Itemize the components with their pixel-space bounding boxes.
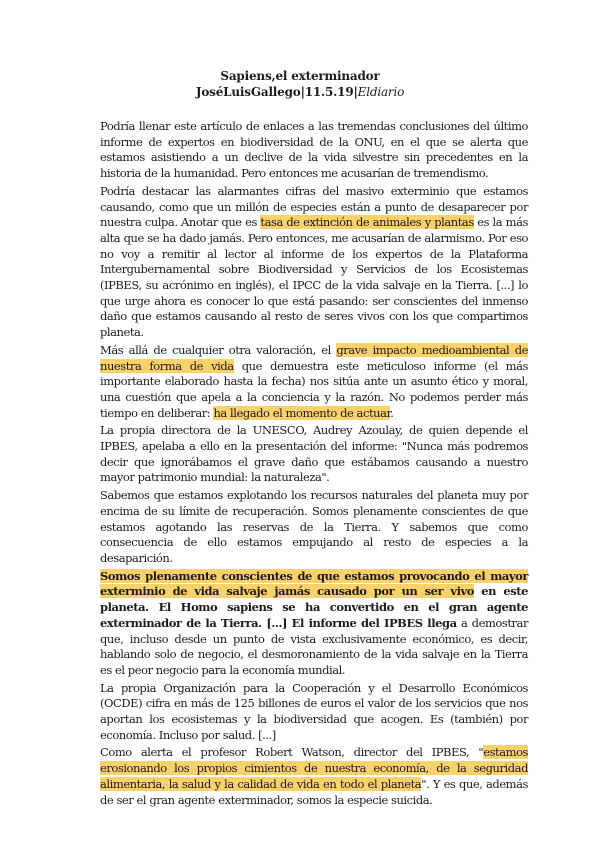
paragraph: [100, 569, 528, 679]
paragraph: [100, 488, 528, 567]
text-run: Sabemos que estamos explotando los recursos naturales del planeta muy por encima de su límite de recuperación. Somos plenamente conscientes de que estamos agotando las reservas de la Tierra. Y sabemos que como consecuencia de ello estamos empujando al resto de especies a la desaparición.: [100, 488, 528, 565]
text-run: Más allá de cualquier otra valoración, el: [100, 342, 337, 357]
article-header: [0, 68, 600, 100]
article-byline: [0, 84, 600, 100]
highlighted-text: estamos erosionando los propios cimientos de nuestra economía, de la seguridad alimentaria, la salud y la calidad de vida en todo el planeta: [100, 745, 528, 791]
highlighted-text: ha llegado el momento de actuar: [213, 405, 391, 420]
text-run: ". Y es que, además de ser el gran agente exterminador, somos la especie suicida.: [100, 776, 528, 807]
source-name: Eldiario: [357, 85, 405, 99]
paragraph: [100, 184, 528, 341]
paragraph: [100, 745, 528, 808]
paragraph: [100, 343, 528, 422]
text-run: La propia Organización para la Cooperación y el Desarrollo Económicos (OCDE) cifra en más de 125 billones de euros el valor de los servicios que nos aportan los ecosistemas y la biodiversidad que acogen. Es (también) por economía. Incluso por salud. [...]: [100, 680, 528, 742]
highlighted-text: grave impacto medioambiental de nuestra forma de vida: [100, 342, 528, 373]
text-run: es la más alta que se ha dado jamás. Pero entonces, me acusarían de alarmismo. Por eso no voy a remitir al lector al informe de los expertos de la Plataforma Intergubernamental sobre Biodiversidad y Servicios de los Ecosistemas (IPBES, su acrónimo en inglés), el IPCC de la vida salvaje en la Tierra. [...] lo que urge ahora es conocer lo que está pasando: ser conscientes del inmenso daño que estamos causando al resto de seres vivos con los que compartimos planeta.: [100, 215, 528, 340]
article-title: Sapiens,el exterminador: [220, 69, 380, 83]
text-run: La propia directora de la UNESCO, Audrey Azoulay, de quien depende el IPBES, apelaba a ello en la presentación del informe: "Nunca más podremos decir que ignorábamos el grave daño que estábamos causando a nuestro mayor patrimonio mundial: la naturaleza".: [100, 423, 528, 485]
text-run: Podría destacar las alarmantes cifras del masivo exterminio que estamos causando, como que un millón de especies están a punto de desaparecer por nuestra culpa. Anotar que es: [100, 183, 528, 230]
article-body: [100, 119, 528, 810]
text-run: Podría llenar este artículo de enlaces a las tremendas conclusiones del último informe de expertos en biodiversidad de la ONU, en el que se alerta que estamos asistiendo a un declive de la vida silvestre sin precedentes en la historia de la humanidad. Pero entonces me acusarían de tremendismo.: [100, 119, 528, 181]
text-run: en este planeta. El Homo sapiens se ha convertido en el gran agente exterminador de la Tierra. [...] El informe del IPBES llega: [100, 584, 529, 630]
text-run: que demuestra este meticuloso informe (el más importante elaborado hasta la fecha) nos sitúa ante un asunto ético y moral, una cuestión que apela a la conciencia y la razón. No podemos perder más tiempo en deliberar:: [100, 358, 528, 420]
paragraph: [100, 119, 528, 182]
paragraph: [100, 681, 528, 744]
highlighted-text: Somos plenamente conscientes de que estamos provocando el mayor exterminio de vida salvaje jamás causado por un ser vivo: [100, 568, 528, 599]
author-date: JoséLuisGallego|11.5.19|: [195, 85, 358, 99]
paragraph: [100, 423, 528, 486]
text-run: a demostrar que, incluso desde un punto de vista exclusivamente económico, es decir, hablando solo de negocio, el desmoronamiento de la vida salvaje en la Tierra es el peor negocio para la economía mundial.: [100, 615, 528, 677]
highlighted-text: tasa de extinción de animales y plantas: [260, 215, 474, 230]
text-run: .: [390, 405, 394, 420]
text-run: Como alerta el profesor Robert Watson, director del IPBES, ": [100, 745, 484, 760]
